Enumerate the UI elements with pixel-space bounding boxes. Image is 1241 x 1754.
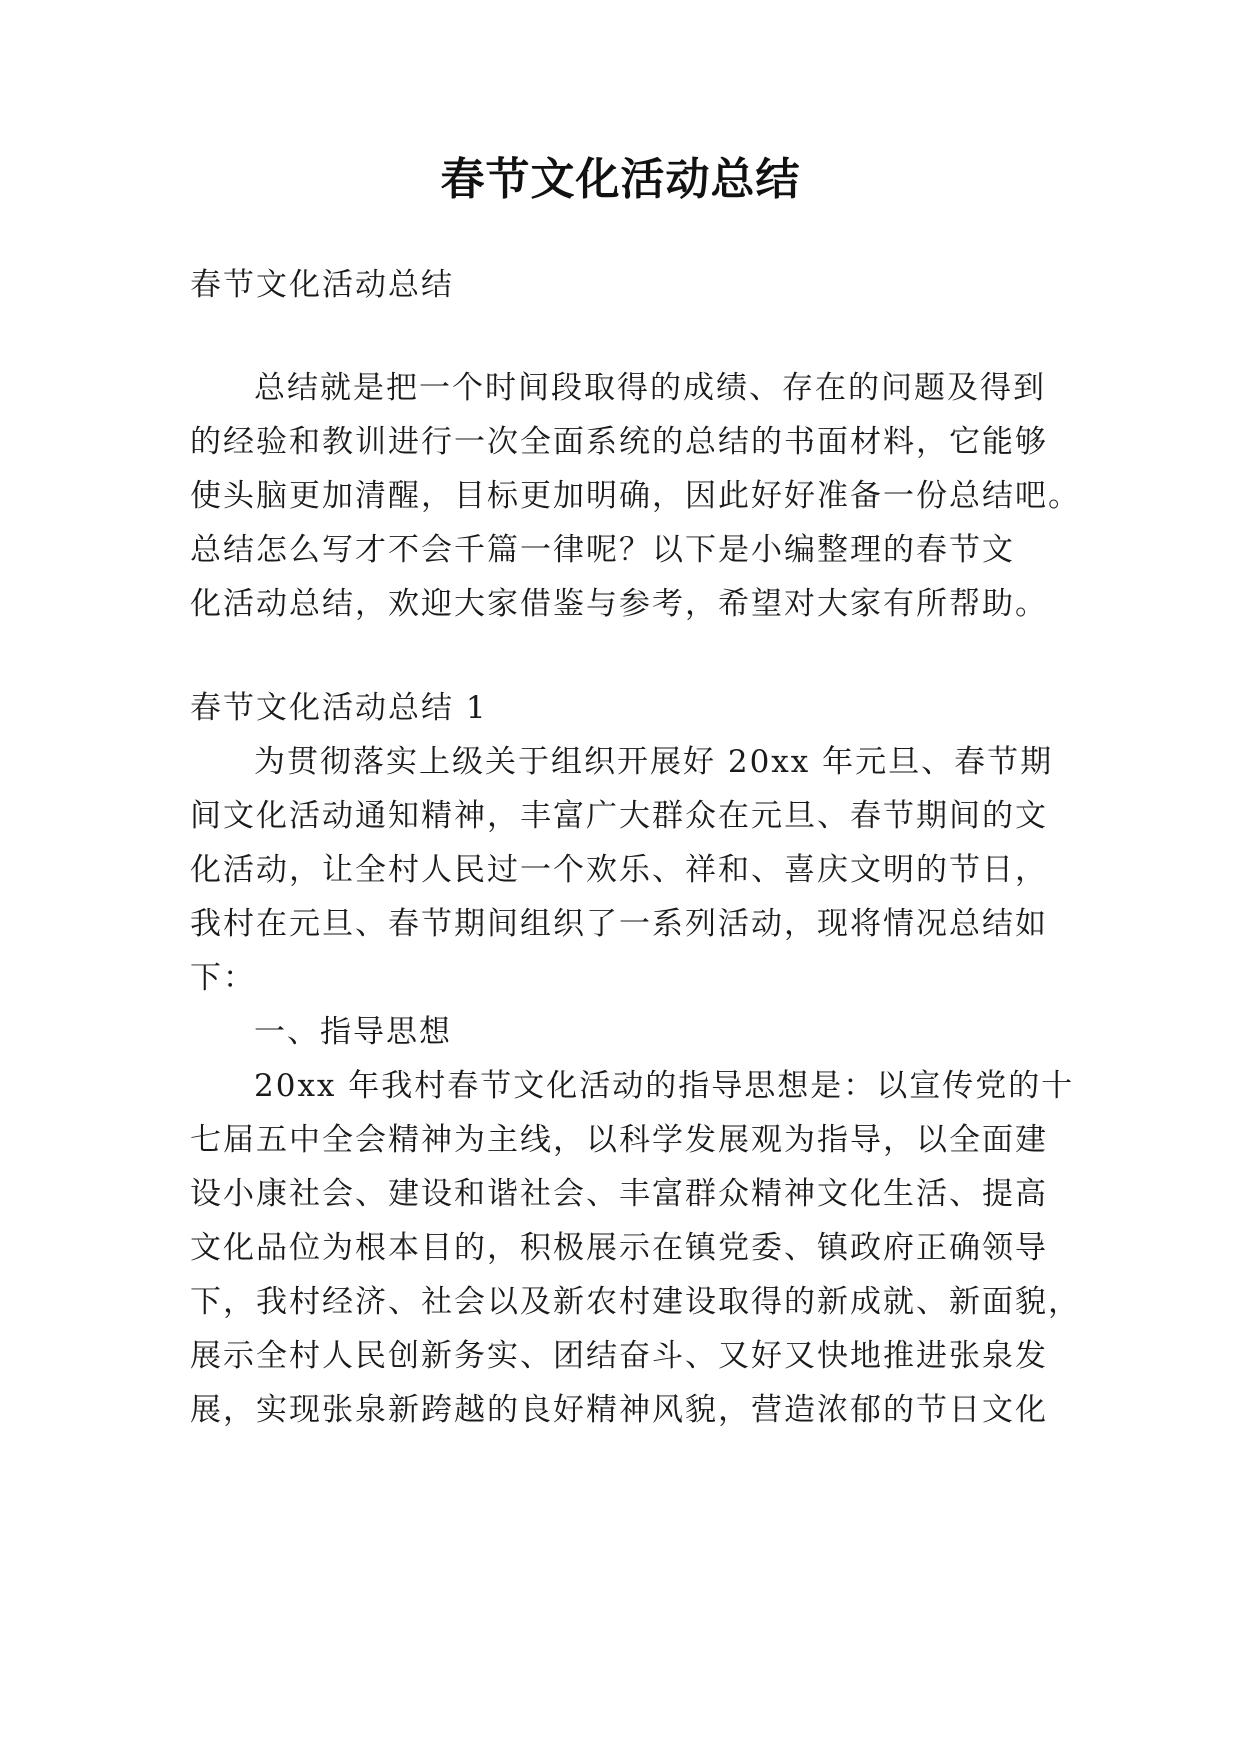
- section-line-2: 间文化活动通知精神，丰富广大群众在元旦、春节期间的文: [190, 798, 1048, 834]
- intro-line-4: 总结怎么写才不会千篇一律呢？以下是小编整理的春节文: [190, 532, 1015, 568]
- document-subtitle: 春节文化活动总结: [190, 267, 454, 303]
- guide-line-7: 展，实现张泉新跨越的良好精神风貌，营造浓郁的节日文化: [190, 1392, 1048, 1428]
- document-title: 春节文化活动总结: [440, 154, 801, 205]
- section-line-1: 为贯彻落实上级关于组织开展好 20xx 年元旦、春节期: [254, 744, 1054, 780]
- intro-line-3: 使头脑更加清醒，目标更加明确，因此好好准备一份总结吧。: [190, 478, 1081, 514]
- guide-line-3: 设小康社会、建设和谐社会、丰富群众精神文化生活、提高: [190, 1176, 1048, 1212]
- guide-line-1: 20xx 年我村春节文化活动的指导思想是：以宣传党的十: [254, 1068, 1075, 1104]
- intro-line-5: 化活动总结，欢迎大家借鉴与参考，希望对大家有所帮助。: [190, 586, 1048, 622]
- guide-line-6: 展示全村人民创新务实、团结奋斗、又好又快地推进张泉发: [190, 1338, 1048, 1374]
- intro-line-2: 的经验和教训进行一次全面系统的总结的书面材料，它能够: [190, 424, 1048, 460]
- section-line-5: 下：: [190, 960, 256, 996]
- subheading-guiding-thought: 一、指导思想: [254, 1014, 452, 1050]
- intro-line-1: 总结就是把一个时间段取得的成绩、存在的问题及得到: [254, 370, 1046, 406]
- section-heading: 春节文化活动总结 1: [190, 690, 488, 726]
- section-line-3: 化活动，让全村人民过一个欢乐、祥和、喜庆文明的节日，: [190, 852, 1048, 888]
- section-line-4: 我村在元旦、春节期间组织了一系列活动，现将情况总结如: [190, 906, 1048, 942]
- guide-line-5: 下，我村经济、社会以及新农村建设取得的新成就、新面貌，: [190, 1284, 1081, 1320]
- guide-line-2: 七届五中全会精神为主线，以科学发展观为指导，以全面建: [190, 1122, 1048, 1158]
- guide-line-4: 文化品位为根本目的，积极展示在镇党委、镇政府正确领导: [190, 1230, 1048, 1266]
